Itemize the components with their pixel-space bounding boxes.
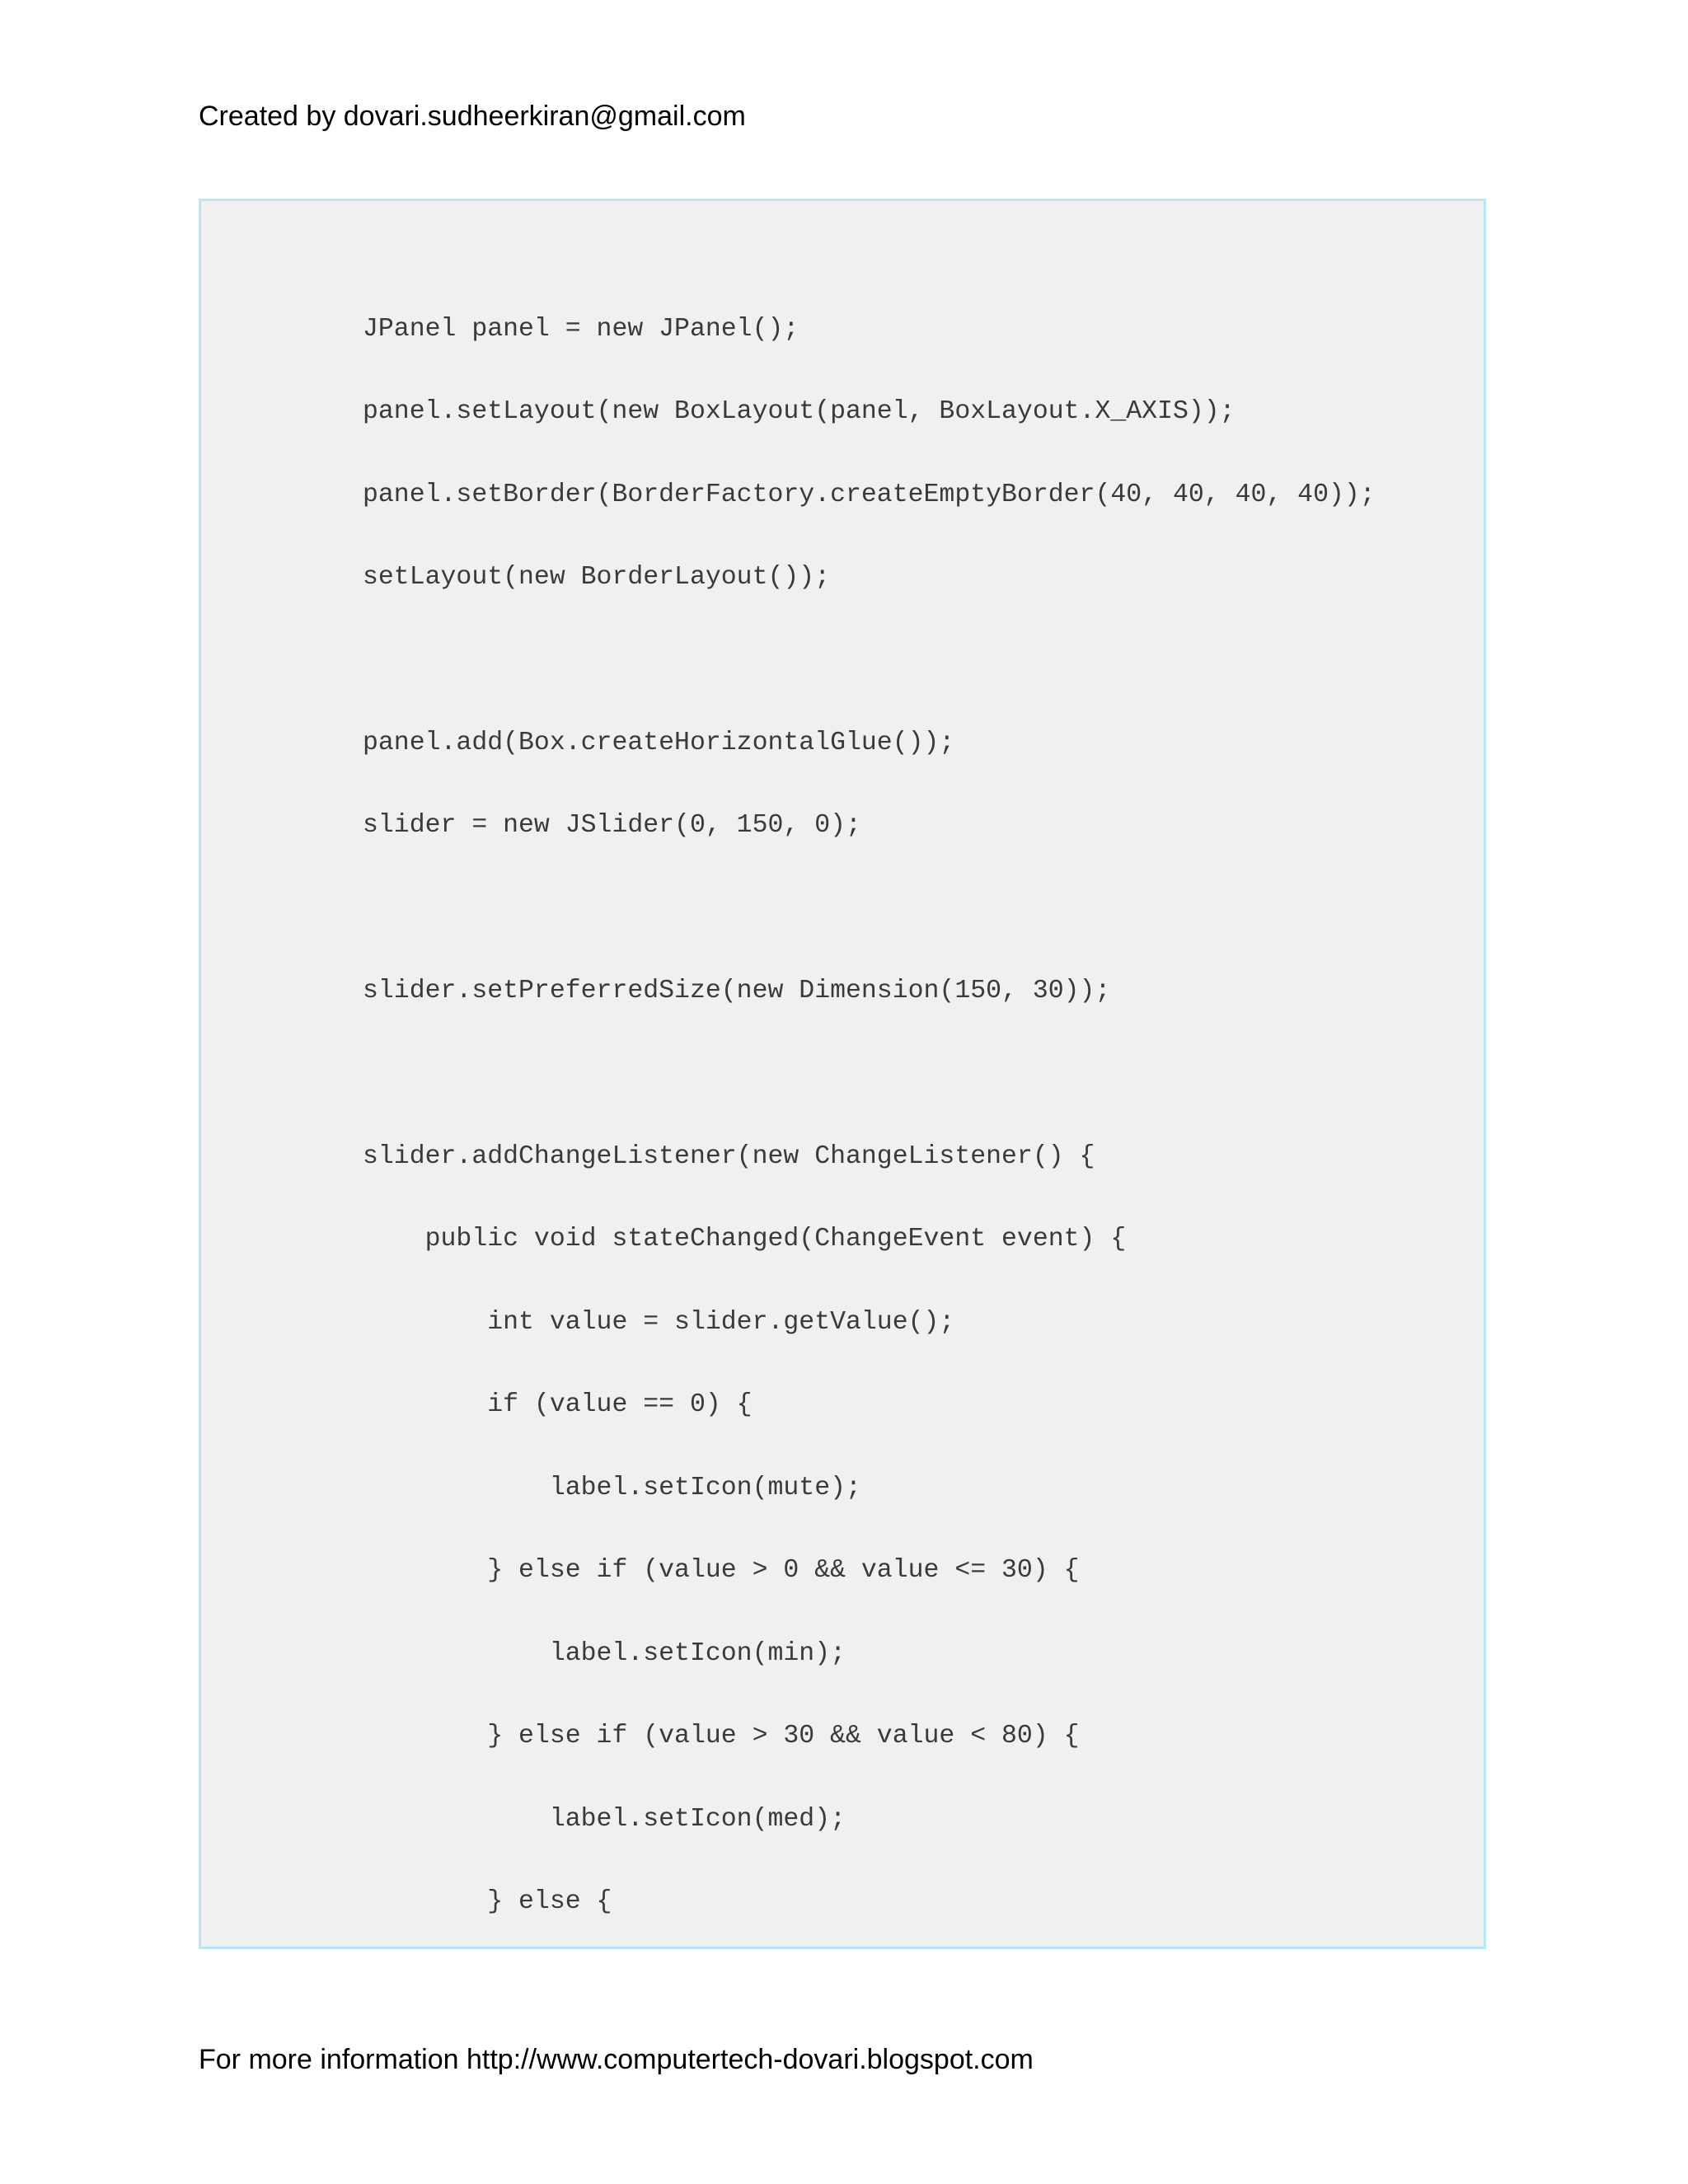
code-line: label.setIcon(mute); xyxy=(363,1474,861,1502)
code-block xyxy=(199,199,1486,1949)
page-footer: For more information http://www.computertech-dovari.blogspot.com xyxy=(199,2044,1034,2075)
code-lines xyxy=(201,201,1484,1947)
code-line: if (value == 0) { xyxy=(363,1390,753,1419)
code-line: JPanel panel = new JPanel(); xyxy=(363,315,799,344)
code-line: public void stateChanged(ChangeEvent event) { xyxy=(363,1225,1127,1254)
page-header: Created by dovari.sudheerkiran@gmail.com xyxy=(199,101,746,132)
code-line: } else if (value > 0 && value <= 30) { xyxy=(363,1556,1080,1585)
code-line: int value = slider.getValue(); xyxy=(363,1308,955,1337)
code-line: panel.setBorder(BorderFactory.createEmptyBorder(40, 40, 40, 40)); xyxy=(363,480,1376,509)
code-line: slider.addChangeListener(new ChangeListener() { xyxy=(363,1142,1095,1171)
code-line: label.setIcon(min); xyxy=(363,1639,846,1668)
code-line: label.setIcon(med); xyxy=(363,1805,846,1834)
code-line: } else if (value > 30 && value < 80) { xyxy=(363,1722,1080,1750)
code-line: panel.add(Box.createHorizontalGlue()); xyxy=(363,729,955,757)
code-line: slider = new JSlider(0, 150, 0); xyxy=(363,811,861,840)
code-line: setLayout(new BorderLayout()); xyxy=(363,563,831,592)
code-line: panel.setLayout(new BoxLayout(panel, BoxLayout.X_AXIS)); xyxy=(363,397,1236,426)
code-line: } else { xyxy=(363,1887,612,1916)
code-line: slider.setPreferredSize(new Dimension(150, 30)); xyxy=(363,977,1111,1005)
